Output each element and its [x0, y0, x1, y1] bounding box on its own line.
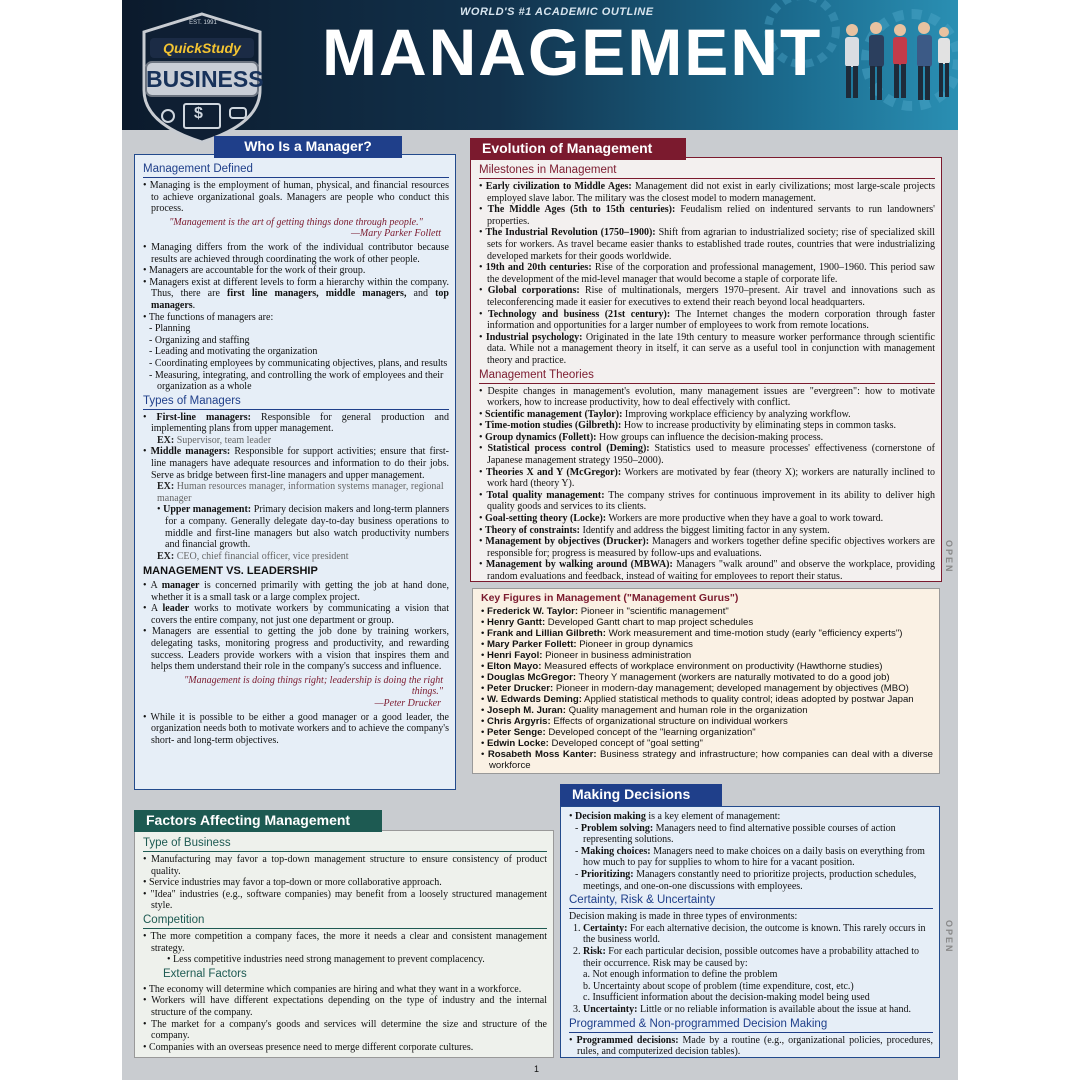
decisions-panel — [560, 806, 940, 1058]
programmed-heading: Programmed & Non-programmed Decision Making — [569, 1018, 933, 1033]
types-heading: Types of Managers — [143, 395, 449, 410]
theory-item: • Group dynamics (Follett): How groups can influence the decision-making process. — [479, 432, 935, 444]
leadership-item: • A manager is concerned primarily with getting the job at hand done, whether it is a small task or a large complex project. — [143, 580, 449, 603]
theory-item: • Management by objectives (Drucker): Managers and workers together define specific objectives workers are responsible for; progress is measured by follow-ups and evaluations. — [479, 536, 935, 559]
page-title: MANAGEMENT — [322, 15, 823, 89]
tab-who-is-manager: Who Is a Manager? — [214, 136, 402, 158]
type-item: • Manufacturing may favor a top-down management structure to ensure consistency of product quality. — [143, 854, 547, 877]
risk-cause: a. Not enough information to define the problem — [583, 969, 778, 981]
follett-cite: —Mary Parker Follett — [351, 228, 441, 240]
decision-subitem: - Problem solving: Managers need to find alternative possible courses of action representing solutions. — [569, 823, 933, 846]
first-line-example: EX: Supervisor, team leader — [157, 434, 272, 446]
function-item: - Leading and motivating the organization — [143, 346, 449, 358]
factors-panel — [134, 830, 554, 1058]
badge-subject: BUSINESS — [146, 66, 264, 92]
guide-sheet — [122, 0, 958, 1080]
key-figure-item: • Henri Fayol: Pioneer in business administration — [481, 650, 933, 661]
key-figures-panel — [472, 588, 940, 774]
theory-item: • Theories X and Y (McGregor): Workers are motivated by fear (theory X); workers are naturally inclined to work hard (theory Y). — [479, 467, 935, 490]
tab-evolution: Evolution of Management — [470, 138, 686, 160]
theory-item: • Theory of constraints: Identify and address the biggest limiting factor in any system. — [479, 525, 935, 537]
milestone-item: • Technology and business (21st century): The Internet changes the modern corporation through faster information and opportunities for a larger number of employees to work from remote locations. — [479, 309, 935, 332]
theory-item: • Scientific management (Taylor): Improving workplace efficiency by analyzing workflow. — [479, 409, 935, 421]
leadership-item: • While it is possible to be either a good manager or a good leader, the organization needs both to motivate workers and to achieve the company's short- and long-term objectives. — [143, 712, 449, 747]
key-figure-item: • Rosabeth Moss Kanter: Business strategy and infrastructure; how companies can deal with a diverse workforce — [481, 749, 933, 771]
milestone-item: • Global corporations: Rise of multinationals, mergers 1970–present. Air travel and innovations such as teleconferencing made it easier for executives to extend their reach beyond local headquarters. — [479, 285, 935, 308]
evolution-panel — [470, 157, 942, 582]
milestone-item: • 19th and 20th centuries: Rise of the corporation and professional management, 1900–1960. This period saw the development of the mid-level manager that would become a staple of corporate life. — [479, 262, 935, 285]
competition-item: • The more competition a company faces, the more it needs a clear and consistent management strategy. — [143, 931, 547, 954]
certainty-item: 1. Certainty: For each alternative decision, the outcome is known. This rarely occurs in the business world. — [573, 922, 926, 946]
theory-item: • Total quality management: The company strives for continuous improvement in its ability to deliver high quality goods and services to its clients. — [479, 490, 935, 513]
key-figure-item: • Frederick W. Taylor: Pioneer in "scientific management" — [481, 606, 933, 617]
competition-sub-item: • Less competitive industries need strong management to prevent complacency. — [167, 954, 547, 966]
type-item: • "Idea" industries (e.g., software companies) may benefit from a loosely structured management style. — [143, 889, 547, 912]
drucker-quote: "Management is doing things right; leadership is doing the right things." — [184, 674, 443, 698]
external-item: • The economy will determine which companies are hiring and what they want in a workforce. — [143, 984, 547, 996]
theory-item: • Goal-setting theory (Locke): Workers are more productive when they have a goal to work toward. — [479, 513, 935, 525]
theories-list — [479, 409, 935, 580]
external-item: • Workers will have different expectations depending on the type of industry and the internal structure of the company. — [143, 995, 547, 1018]
defined-p3: • Managers are accountable for the work of their group. — [143, 265, 449, 277]
follett-quote: "Management is the art of getting things done through people." — [169, 216, 423, 228]
theory-item: • Statistical process control (Deming): Statistics used to measure processes' effectiveness (cornerstone of Japanese management strategy 1950–2000). — [479, 443, 935, 466]
quickstudy-badge — [138, 12, 266, 144]
middle-item: • Middle managers: Responsible for support activities; ensure that first-line managers have adequate resources and information to do their jobs. Serve as bridge between first-line managers and upper management. — [143, 446, 449, 481]
type-item: • Service industries may favor a top-down or more collaborative approach. — [143, 877, 547, 889]
certainty-heading: Certainty, Risk & Uncertainty — [569, 894, 933, 909]
key-figure-item: • Mary Parker Follett: Pioneer in group dynamics — [481, 639, 933, 650]
milestones-heading: Milestones in Management — [479, 164, 935, 179]
tab-decisions: Making Decisions — [560, 784, 722, 806]
middle-example: EX: Human resources manager, information systems manager, regional manager — [157, 481, 444, 504]
key-figure-item: • Henry Gantt: Developed Gantt chart to map project schedules — [481, 617, 933, 628]
function-item: - Organizing and staffing — [143, 335, 449, 347]
milestones-list — [479, 181, 935, 367]
key-figure-item: • Peter Senge: Developed concept of the "learning organization" — [481, 727, 933, 738]
defined-p5: • The functions of managers are: — [143, 312, 449, 324]
badge-est: EST. 1991 — [189, 20, 217, 26]
theories-heading: Management Theories — [479, 369, 935, 384]
decision-subitem: - Making choices: Managers need to make choices on a daily basis on everything from how much to pay for supplies to whom to hire for a vacant position. — [569, 846, 933, 869]
risk-cause: b. Uncertainty about scope of problem (time expenditure, cost, etc.) — [583, 980, 854, 992]
certainty-intro: Decision making is made in three types of environments: — [569, 911, 798, 923]
key-figure-item: • Edwin Locke: Developed concept of "goal setting" — [481, 738, 933, 749]
defined-p1: • Managing is the employment of human, physical, and financial resources to achieve organizational goals. Managers are people who conduct this process. — [143, 180, 449, 215]
competition-heading: Competition — [143, 914, 547, 929]
tagline: WORLD'S #1 ACADEMIC OUTLINE — [460, 6, 654, 18]
function-item: - Coordinating employees by communicating objectives, plans, and results — [143, 358, 449, 370]
who-is-manager-panel — [134, 154, 456, 790]
management-defined-heading: Management Defined — [143, 163, 449, 178]
key-figure-item: • Chris Argyris: Effects of organizational structure on individual workers — [481, 716, 933, 727]
decisions-intro: • Decision making is a key element of management: — [569, 811, 933, 823]
key-figure-item: • Douglas McGregor: Theory Y management (workers are naturally motivated to do a good job) — [481, 672, 933, 683]
function-item: - Planning — [143, 323, 449, 335]
external-item: • Companies with an overseas presence need to merge different corporate cultures. — [143, 1042, 547, 1054]
defined-p2: • Managing differs from the work of the individual contributor because results are achieved through coordinating the work of other people. — [143, 242, 449, 265]
risk-item: 2. Risk: For each particular decision, possible outcomes have a probability attached to their occurrence. Risk may be caused by: — [573, 945, 920, 969]
first-line-item: • First-line managers: Responsible for general production and implementing plans from upper management. — [143, 412, 449, 435]
theory-item: • Management by walking around (MBWA): Managers "walk around" and observe the workplace, providing random evaluations and feedback, instead of waiting for employees to report their status. — [479, 559, 935, 580]
programmed-item: • Programmed decisions: Made by a routine (e.g., organizational policies, procedures, rules, and computerized decision tables). — [569, 1035, 933, 1058]
leadership-heading: MANAGEMENT VS. LEADERSHIP — [143, 565, 318, 578]
open-mark: OPEN — [944, 920, 954, 954]
key-figure-item: • Joseph M. Juran: Quality management and human role in the organization — [481, 705, 933, 716]
upper-example: EX: CEO, chief financial officer, vice president — [157, 550, 349, 562]
decision-items — [569, 823, 933, 893]
dollar-icon: $ — [194, 105, 203, 122]
leadership-item: • A leader works to motivate workers by communicating a vision that covers the entire company, not just one department or group. — [143, 603, 449, 626]
milestone-item: • The Industrial Revolution (1750–1900): Shift from agrarian to industrialized society; rise of specialized skill sets for workers. As travel became easier thanks to established trade routes, countries that were industrializing developed markets for their goods worldwide. — [479, 227, 935, 262]
key-figures-heading: Key Figures in Management ("Management Gurus") — [481, 593, 739, 604]
external-heading: External Factors — [163, 967, 247, 980]
type-of-business-heading: Type of Business — [143, 837, 547, 852]
risk-cause: c. Insufficient information about the decision-making model being used — [583, 992, 870, 1004]
key-figure-item: • Frank and Lillian Gilbreth: Work measurement and time-motion study (early "efficiency experts") — [481, 628, 933, 639]
key-figure-item: • Elton Mayo: Measured effects of workplace environment on productivity (Hawthorne studies) — [481, 661, 933, 672]
leadership-item: • Managers are essential to getting the job done by training workers, delegating tasks, monitoring progress and productivity, and rewarding success. Leaders provide workers with a vision that inspires them and helps them understand their role in the company's success and influence. — [143, 626, 449, 672]
tab-factors: Factors Affecting Management — [134, 810, 382, 832]
page-number: 1 — [534, 1064, 540, 1074]
theories-intro: • Despite changes in management's evolution, many management issues are "evergreen": how to motivate workers, how to increase productivity, how to deal effectively with conflict. — [479, 386, 935, 409]
external-item: • The market for a company's goods and services will determine the size and structure of the company. — [143, 1019, 547, 1042]
milestone-item: • The Middle Ages (5th to 15th centuries): Feudalism relied on indentured servants to run landowners' properties. — [479, 204, 935, 227]
decision-subitem: - Prioritizing: Managers constantly need to prioritize projects, production schedules, meetings, and one-on-one discussions with employees. — [569, 869, 933, 892]
open-mark: OPEN — [944, 540, 954, 574]
key-figure-item: • Peter Drucker: Pioneer in modern-day management; developed management by objectives (MBO) — [481, 683, 933, 694]
badge-brand: QuickStudy — [163, 40, 241, 56]
figures-list — [481, 606, 933, 771]
upper-item: • Upper management: Primary decision makers and long-term planners for a company. Generally delegate day-to-day business operations to middle and first-line managers but also watch productivity numbers and financial growth. — [157, 504, 449, 550]
uncertainty-item: 3. Uncertainty: Little or no reliable information is available about the issue at hand. — [573, 1003, 911, 1015]
milestone-item: • Early civilization to Middle Ages: Management did not exist in early civilizations; most large-scale projects employed slave labor. The military was the closest model to modern management. — [479, 181, 935, 204]
key-figure-item: • W. Edwards Deming: Applied statistical methods to quality control; ideas adopted by postwar Japan — [481, 694, 933, 705]
business-people-icon — [834, 16, 954, 104]
milestone-item: • Industrial psychology: Originated in the late 19th century to measure worker performance through scientific data. While not a management theory in itself, it can serve as a useful tool in conjunction with management theory and practice. — [479, 332, 935, 367]
drucker-cite: —Peter Drucker — [374, 697, 441, 709]
defined-p4: • Managers exist at different levels to form a hierarchy within the company. Thus, there are first line managers, middle managers, and top managers. — [143, 277, 449, 312]
theory-item: • Time-motion studies (Gilbreth): How to increase productivity by eliminating steps in common tasks. — [479, 420, 935, 432]
function-item: - Measuring, integrating, and controlling the work of employees and their organization as a whole — [143, 370, 449, 393]
